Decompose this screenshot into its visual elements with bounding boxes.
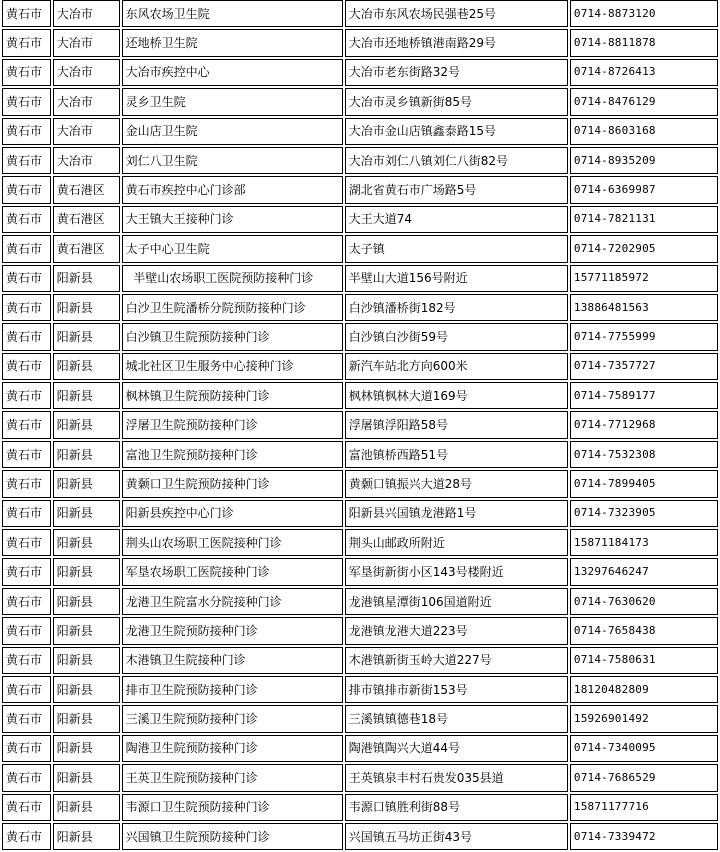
clinic-name-cell: 富池卫生院预防接种门诊	[122, 441, 343, 468]
table-row	[2, 88, 718, 115]
city-cell: 黄石市	[2, 235, 51, 262]
phone-cell: 0714-7630620	[570, 588, 718, 615]
table-row	[2, 676, 718, 703]
city-cell: 黄石市	[2, 470, 51, 497]
phone-cell: 13297646247	[570, 558, 718, 585]
address-cell: 兴国镇五马坊正街43号	[345, 823, 568, 850]
phone-cell: 15871184173	[570, 529, 718, 556]
phone-cell: 0714-7589177	[570, 382, 718, 409]
phone-cell: 0714-7658438	[570, 617, 718, 644]
table-row	[2, 382, 718, 409]
table-row	[2, 294, 718, 321]
clinic-name-cell: 太子中心卫生院	[122, 235, 343, 262]
table-row	[2, 794, 718, 821]
phone-cell: 0714-7755999	[570, 323, 718, 350]
city-cell: 黄石市	[2, 764, 51, 791]
phone-cell: 15871177716	[570, 794, 718, 821]
address-cell: 白沙镇白沙街59号	[345, 323, 568, 350]
address-cell: 陶港镇陶兴大道44号	[345, 735, 568, 762]
city-cell: 黄石市	[2, 382, 51, 409]
city-cell: 黄石市	[2, 176, 51, 203]
clinic-table-body	[2, 0, 718, 850]
district-cell: 大冶市	[53, 59, 120, 86]
phone-cell: 15926901492	[570, 705, 718, 732]
city-cell: 黄石市	[2, 823, 51, 850]
address-cell: 大冶市还地桥镇港南路29号	[345, 29, 568, 56]
table-row	[2, 647, 718, 674]
district-cell: 阳新县	[53, 647, 120, 674]
city-cell: 黄石市	[2, 206, 51, 233]
clinic-name-cell: 王英卫生院预防接种门诊	[122, 764, 343, 791]
clinic-name-cell: 木港镇卫生院接种门诊	[122, 647, 343, 674]
district-cell: 阳新县	[53, 705, 120, 732]
phone-cell: 0714-8811878	[570, 29, 718, 56]
clinic-name-cell: 半壁山农场职工医院预防接种门诊	[122, 265, 343, 292]
address-cell: 新汽车站北方向600米	[345, 353, 568, 380]
phone-cell: 0714-7323905	[570, 500, 718, 527]
phone-cell: 0714-7580631	[570, 647, 718, 674]
district-cell: 阳新县	[53, 529, 120, 556]
clinic-name-cell: 排市卫生院预防接种门诊	[122, 676, 343, 703]
district-cell: 阳新县	[53, 353, 120, 380]
clinic-name-cell: 荆头山农场职工医院接种门诊	[122, 529, 343, 556]
district-cell: 大冶市	[53, 88, 120, 115]
table-row	[2, 705, 718, 732]
district-cell: 阳新县	[53, 265, 120, 292]
phone-cell: 0714-7339472	[570, 823, 718, 850]
clinic-name-cell: 陶港卫生院预防接种门诊	[122, 735, 343, 762]
phone-cell: 0714-7532308	[570, 441, 718, 468]
address-cell: 大冶市老东街路32号	[345, 59, 568, 86]
address-cell: 大王大道74	[345, 206, 568, 233]
table-row	[2, 29, 718, 56]
phone-cell: 0714-8476129	[570, 88, 718, 115]
district-cell: 阳新县	[53, 764, 120, 791]
city-cell: 黄石市	[2, 500, 51, 527]
address-cell: 大冶市金山店镇鑫泰路15号	[345, 118, 568, 145]
clinic-name-cell: 浮屠卫生院预防接种门诊	[122, 411, 343, 438]
district-cell: 阳新县	[53, 411, 120, 438]
address-cell: 木港镇新街玉岭大道227号	[345, 647, 568, 674]
table-row	[2, 764, 718, 791]
district-cell: 阳新县	[53, 676, 120, 703]
table-row	[2, 470, 718, 497]
clinic-name-cell: 黄石市疾控中心门诊部	[122, 176, 343, 203]
district-cell: 大冶市	[53, 29, 120, 56]
phone-cell: 0714-7340095	[570, 735, 718, 762]
table-row	[2, 118, 718, 145]
district-cell: 黄石港区	[53, 206, 120, 233]
address-cell: 枫林镇枫林大道169号	[345, 382, 568, 409]
address-cell: 大冶市东风农场民强巷25号	[345, 0, 568, 27]
address-cell: 白沙镇潘桥街182号	[345, 294, 568, 321]
table-row	[2, 558, 718, 585]
table-row	[2, 147, 718, 174]
district-cell: 大冶市	[53, 118, 120, 145]
city-cell: 黄石市	[2, 794, 51, 821]
district-cell: 阳新县	[53, 500, 120, 527]
phone-cell: 0714-7686529	[570, 764, 718, 791]
city-cell: 黄石市	[2, 323, 51, 350]
city-cell: 黄石市	[2, 88, 51, 115]
city-cell: 黄石市	[2, 647, 51, 674]
table-row	[2, 0, 718, 27]
district-cell: 阳新县	[53, 323, 120, 350]
district-cell: 大冶市	[53, 147, 120, 174]
table-row	[2, 323, 718, 350]
address-cell: 湖北省黄石市广场路5号	[345, 176, 568, 203]
district-cell: 阳新县	[53, 382, 120, 409]
phone-cell: 0714-8873120	[570, 0, 718, 27]
phone-cell: 15771185972	[570, 265, 718, 292]
table-row	[2, 529, 718, 556]
city-cell: 黄石市	[2, 0, 51, 27]
district-cell: 阳新县	[53, 794, 120, 821]
address-cell: 阳新县兴国镇龙港路1号	[345, 500, 568, 527]
city-cell: 黄石市	[2, 588, 51, 615]
city-cell: 黄石市	[2, 411, 51, 438]
phone-cell: 18120482809	[570, 676, 718, 703]
table-row	[2, 617, 718, 644]
clinic-name-cell: 白沙卫生院潘桥分院预防接种门诊	[122, 294, 343, 321]
phone-cell: 0714-7899405	[570, 470, 718, 497]
city-cell: 黄石市	[2, 265, 51, 292]
address-cell: 荆头山邮政所附近	[345, 529, 568, 556]
district-cell: 阳新县	[53, 470, 120, 497]
table-row	[2, 411, 718, 438]
district-cell: 黄石港区	[53, 235, 120, 262]
clinic-name-cell: 枫林镇卫生院预防接种门诊	[122, 382, 343, 409]
phone-cell: 0714-8603168	[570, 118, 718, 145]
phone-cell: 13886481563	[570, 294, 718, 321]
phone-cell: 0714-7821131	[570, 206, 718, 233]
table-row	[2, 235, 718, 262]
address-cell: 黄颡口镇振兴大道28号	[345, 470, 568, 497]
clinic-name-cell: 还地桥卫生院	[122, 29, 343, 56]
city-cell: 黄石市	[2, 676, 51, 703]
city-cell: 黄石市	[2, 705, 51, 732]
clinic-name-cell: 刘仁八卫生院	[122, 147, 343, 174]
table-row	[2, 735, 718, 762]
address-cell: 太子镇	[345, 235, 568, 262]
clinic-name-cell: 大冶市疾控中心	[122, 59, 343, 86]
district-cell: 阳新县	[53, 558, 120, 585]
address-cell: 排市镇排市新街153号	[345, 676, 568, 703]
phone-cell: 0714-7357727	[570, 353, 718, 380]
clinic-name-cell: 城北社区卫生服务中心接种门诊	[122, 353, 343, 380]
table-row	[2, 206, 718, 233]
district-cell: 阳新县	[53, 588, 120, 615]
table-row	[2, 823, 718, 850]
table-row	[2, 353, 718, 380]
table-row	[2, 265, 718, 292]
clinic-name-cell: 龙港卫生院预防接种门诊	[122, 617, 343, 644]
clinic-name-cell: 白沙镇卫生院预防接种门诊	[122, 323, 343, 350]
clinic-name-cell: 大王镇大王接种门诊	[122, 206, 343, 233]
city-cell: 黄石市	[2, 118, 51, 145]
city-cell: 黄石市	[2, 147, 51, 174]
address-cell: 韦源口镇胜利街88号	[345, 794, 568, 821]
clinic-name-cell: 灵乡卫生院	[122, 88, 343, 115]
city-cell: 黄石市	[2, 294, 51, 321]
district-cell: 阳新县	[53, 441, 120, 468]
district-cell: 黄石港区	[53, 176, 120, 203]
clinic-name-cell: 兴国镇卫生院预防接种门诊	[122, 823, 343, 850]
district-cell: 阳新县	[53, 294, 120, 321]
phone-cell: 0714-8726413	[570, 59, 718, 86]
phone-cell: 0714-7202905	[570, 235, 718, 262]
address-cell: 大冶市刘仁八镇刘仁八街82号	[345, 147, 568, 174]
city-cell: 黄石市	[2, 59, 51, 86]
clinic-name-cell: 阳新县疾控中心门诊	[122, 500, 343, 527]
district-cell: 阳新县	[53, 617, 120, 644]
clinic-name-cell: 军垦农场职工医院接种门诊	[122, 558, 343, 585]
clinic-name-cell: 韦源口卫生院预防接种门诊	[122, 794, 343, 821]
phone-cell: 0714-6369987	[570, 176, 718, 203]
district-cell: 阳新县	[53, 735, 120, 762]
address-cell: 半壁山大道156号附近	[345, 265, 568, 292]
table-row	[2, 588, 718, 615]
city-cell: 黄石市	[2, 558, 51, 585]
city-cell: 黄石市	[2, 529, 51, 556]
table-row	[2, 441, 718, 468]
district-cell: 大冶市	[53, 0, 120, 27]
clinic-name-cell: 东风农场卫生院	[122, 0, 343, 27]
clinic-name-cell: 三溪卫生院预防接种门诊	[122, 705, 343, 732]
clinic-name-cell: 龙港卫生院富水分院接种门诊	[122, 588, 343, 615]
address-cell: 浮屠镇浮阳路58号	[345, 411, 568, 438]
phone-cell: 0714-7712968	[570, 411, 718, 438]
address-cell: 龙港镇龙港大道223号	[345, 617, 568, 644]
table-row	[2, 500, 718, 527]
district-cell: 阳新县	[53, 823, 120, 850]
clinic-name-cell: 金山店卫生院	[122, 118, 343, 145]
table-row	[2, 59, 718, 86]
clinic-name-cell: 黄颡口卫生院预防接种门诊	[122, 470, 343, 497]
address-cell: 富池镇桥西路51号	[345, 441, 568, 468]
city-cell: 黄石市	[2, 441, 51, 468]
city-cell: 黄石市	[2, 617, 51, 644]
city-cell: 黄石市	[2, 735, 51, 762]
table-row	[2, 176, 718, 203]
address-cell: 军垦街新街小区143号楼附近	[345, 558, 568, 585]
city-cell: 黄石市	[2, 353, 51, 380]
address-cell: 大冶市灵乡镇新街85号	[345, 88, 568, 115]
phone-cell: 0714-8935209	[570, 147, 718, 174]
address-cell: 龙港镇星潭街106国道附近	[345, 588, 568, 615]
address-cell: 三溪镇镇德巷18号	[345, 705, 568, 732]
city-cell: 黄石市	[2, 29, 51, 56]
address-cell: 王英镇泉丰村石贵发035县道	[345, 764, 568, 791]
